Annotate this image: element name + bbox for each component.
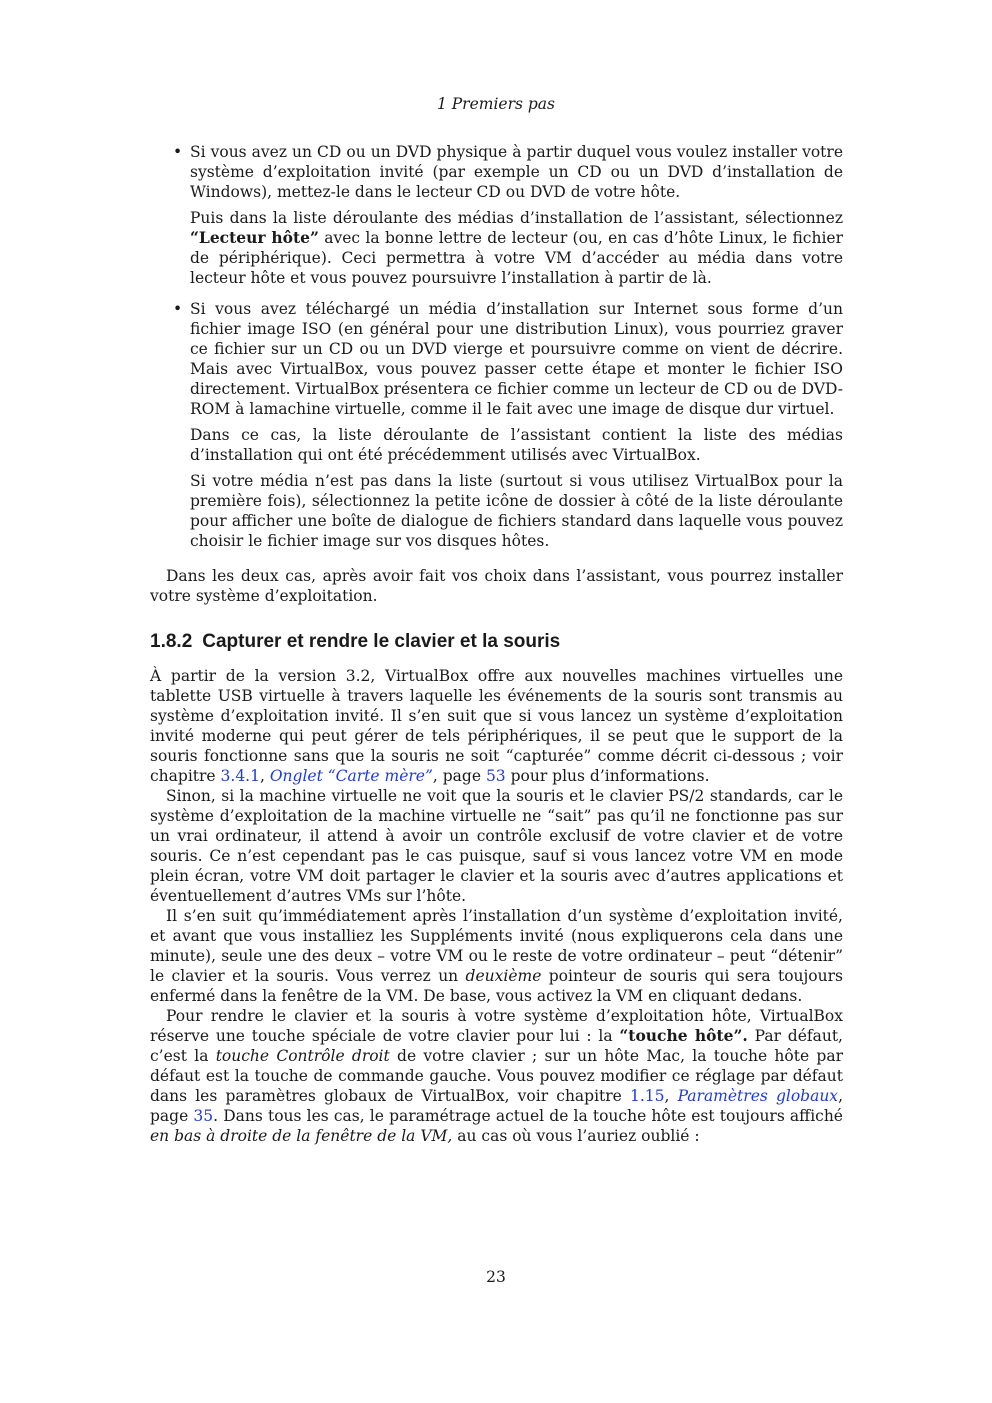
text-run: de votre clavier ; sur un hôte Mac, la touche hôte par défaut est la touche de commande gauche. Vous pouvez modifier ce réglage par défaut dans les paramètres globaux de VirtualBox, voir chapitre [150, 1047, 843, 1105]
cross-reference-link[interactable]: 3.4.1 [220, 767, 260, 785]
bullet-icon: • [173, 143, 183, 161]
text-run: Il s’en suit qu’immédiatement après l’installation d’un système d’exploitation invité, et avant que vous installiez les Suppléments invité (nous expliquerons cela dans une minute), seule une des deux – votre VM ou le reste de votre ordinateur – peut “détenir” le clavier et la souris. Vous verrez un [150, 907, 843, 985]
body-paragraph [150, 666, 843, 786]
text-run: , [259, 767, 270, 785]
body-paragraph [150, 906, 843, 1006]
text-run: , page [432, 767, 486, 785]
list-item-paragraph: Si vous avez un CD ou un DVD physique à partir duquel vous voulez installer votre système d’exploitation invité (par exemple un CD ou un DVD d’installation de Windows), mettez-le dans le lecteur CD ou DVD de votre hôte. [190, 143, 843, 201]
text-run: À partir de la version 3.2, VirtualBox offre aux nouvelles machines virtuelles une tablette USB virtuelle à travers laquelle les événements de la souris sont transmis au système d’exploitation invité. Il s’en suit que si vous lancez un système d’exploitation invité moderne qui peut gérer de tels périphériques, il se peut que le support de la souris fonctionne sans que la souris ne soit “capturée” comme décrit ci-dessous ; voir chapitre [150, 667, 843, 785]
cross-reference-link[interactable]: 1.15 [629, 1087, 665, 1105]
page-reference-link[interactable]: 53 [485, 767, 506, 785]
text-run: Puis dans la liste déroulante des médias d’installation de l’assistant, sélectionnez [190, 209, 843, 227]
text-run: au cas où vous l’auriez oublié : [452, 1127, 700, 1145]
list-item-paragraph: Si votre média n’est pas dans la liste (surtout si vous utilisez VirtualBox pour la première fois), sélectionnez la petite icône de dossier à côté de la liste déroulante pour afficher une boîte de dialogue de fichiers standard dans laquelle vous pouvez choisir le fichier image sur vos disques hôtes. [190, 472, 843, 550]
running-header: 1 Premiers pas [436, 95, 556, 113]
list-item-paragraph: Si vous avez téléchargé un média d’installation sur Internet sous forme d’un fichier image ISO (en général pour une distribution Linux), vous pourriez graver ce fichier sur un CD ou un DVD vierge et poursuivre comme on vient de décrire. Mais avec VirtualBox, vous pouvez passer cette étape et monter le fichier ISO directement. VirtualBox présentera ce fichier comme un lecteur de CD ou de DVD-ROM à lamachine virtuelle, comme il le fait avec une image de disque dur virtuel. [190, 300, 843, 418]
text-run: avec la bonne lettre de lecteur (ou, en cas d’hôte Linux, le fichier de périphérique). Ceci permettra à votre VM d’accéder au média dans votre lecteur hôte et vous pouvez poursuivre l’installation à partir de là. [190, 229, 843, 287]
page-body [150, 142, 843, 1146]
list-item [150, 299, 843, 551]
page-number: 23 [486, 1268, 506, 1286]
text-run: . Dans tous les cas, le paramétrage actuel de la touche hôte est toujours affiché [213, 1107, 843, 1125]
body-paragraph [150, 1006, 843, 1146]
body-paragraph: Sinon, si la machine virtuelle ne voit que la souris et le clavier PS/2 standards, car le système d’exploitation de la machine virtuelle ne “sait” pas qu’il ne fonctionne pas sur un vrai ordinateur, il attend à avoir un contrôle exclusif de votre clavier et de votre souris. Ce n’est cependant pas le cas puisque, sauf si vous lancez votre VM en mode plein écran, votre VM doit partager le clavier et la souris avec d’autres applications et éventuellement d’autres VMs sur l’hôte. [150, 787, 843, 905]
emphasis: touche Contrôle droit [215, 1047, 390, 1065]
emphasis: deuxième [465, 967, 542, 985]
bold-term: “Lecteur hôte” [190, 228, 319, 247]
list-item [150, 142, 843, 288]
cross-reference-link[interactable]: Onglet “Carte mère” [269, 767, 433, 785]
section-title: Capturer et rendre le clavier et la souris [202, 631, 561, 652]
section-heading [150, 630, 843, 654]
text-run: Par défaut, c’est la [150, 1027, 843, 1065]
page-reference-link[interactable]: 35 [193, 1107, 214, 1125]
list-item-paragraph [190, 208, 843, 288]
closing-paragraph: Dans les deux cas, après avoir fait vos choix dans l’assistant, vous pourrez installer votre système d’exploitation. [150, 567, 843, 605]
text-run: , page [150, 1087, 843, 1125]
bold-term: “touche hôte”. [619, 1026, 748, 1045]
cross-reference-link[interactable]: Paramètres globaux [677, 1087, 839, 1105]
section-number: 1.8.2 [150, 631, 193, 652]
text-run: Pour rendre le clavier et la souris à votre système d’exploitation hôte, VirtualBox réserve une touche spéciale de votre clavier pour lui : la [150, 1007, 843, 1045]
text-run: pointeur de souris qui sera toujours enfermé dans la fenêtre de la VM. De base, vous activez la VM en cliquant dedans. [150, 967, 843, 1005]
text-run: pour plus d’informations. [505, 767, 710, 785]
list-item-paragraph: Dans ce cas, la liste déroulante de l’assistant contient la liste des médias d’installation qui ont été précédemment utilisés avec VirtualBox. [190, 426, 843, 464]
emphasis: en bas à droite de la fenêtre de la VM, [150, 1127, 453, 1145]
text-run: , [664, 1087, 678, 1105]
bullet-icon: • [173, 300, 183, 318]
